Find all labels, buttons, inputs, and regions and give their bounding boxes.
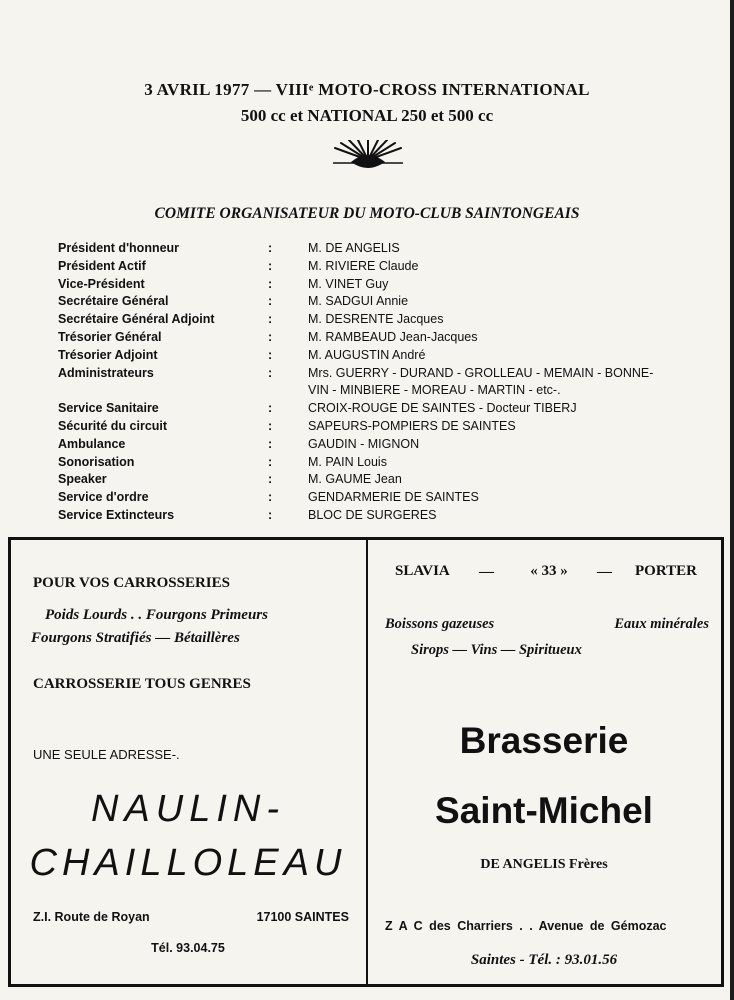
role-title: Secrétaire Général <box>58 294 169 309</box>
carrosserie-advertisement <box>8 537 368 987</box>
role-separator: : <box>268 436 273 451</box>
role-row <box>58 436 698 454</box>
role-row <box>58 329 698 347</box>
ad-subheading: CARROSSERIE TOUS GENRES <box>33 676 251 692</box>
role-separator: : <box>268 294 273 309</box>
role-name: M. AUGUSTIN André <box>308 347 426 362</box>
role-separator: : <box>268 454 273 469</box>
role-name: SAPEURS-POMPIERS DE SAINTES <box>308 418 516 433</box>
drinks-item: Eaux minérales <box>614 616 709 632</box>
company-city: 17100 SAINTES <box>256 910 349 924</box>
committee-list <box>58 240 698 525</box>
role-row <box>58 418 698 436</box>
role-name: VIN - MINBIERE - MOREAU - MARTIN - etc-. <box>308 383 561 398</box>
role-separator: : <box>268 312 273 327</box>
role-title: Secrétaire Général Adjoint <box>58 312 215 327</box>
drinks-line: Sirops — Vins — Spiritueux <box>411 642 582 658</box>
role-title: Speaker <box>58 472 107 487</box>
brand-separator: — <box>597 564 612 580</box>
company-phone: Tél. 93.04.75 <box>151 941 225 955</box>
role-name: BLOC DE SURGERES <box>308 507 437 522</box>
brasserie-address: Z A C des Charriers . . Avenue de Gémozac <box>385 919 667 933</box>
company-name-line2: CHAILLOLEAU <box>29 842 347 884</box>
company-address: Z.I. Route de Royan <box>33 910 150 924</box>
role-title: Trésorier Général <box>58 329 162 344</box>
brasserie-advertisement <box>366 537 724 987</box>
role-separator: : <box>268 472 273 487</box>
role-row <box>58 240 698 258</box>
brasserie-name-line2: Saint-Michel <box>435 790 653 831</box>
role-title: Sonorisation <box>58 454 135 469</box>
role-separator: : <box>268 329 273 344</box>
role-title: Vice-Président <box>58 276 145 291</box>
role-row <box>58 311 698 329</box>
role-title: Service Extincteurs <box>58 507 175 522</box>
role-name: M. RIVIERE Claude <box>308 258 419 273</box>
role-row <box>58 454 698 472</box>
role-title: Sécurité du circuit <box>58 418 168 433</box>
role-separator: : <box>268 347 273 362</box>
role-name: CROIX-ROUGE DE SAINTES - Docteur TIBERJ <box>308 401 577 416</box>
role-name: GENDARMERIE DE SAINTES <box>308 490 479 505</box>
role-title: Président d'honneur <box>58 241 180 255</box>
brand-separator: — <box>479 564 494 580</box>
role-name: M. PAIN Louis <box>308 454 387 469</box>
role-title: Service Sanitaire <box>58 401 159 416</box>
role-title: Administrateurs <box>58 365 154 380</box>
brand-slavia: SLAVIA <box>395 563 450 579</box>
role-separator: : <box>268 490 273 505</box>
role-title: Service d'ordre <box>58 490 149 505</box>
brasserie-owner: DE ANGELIS Frères <box>480 857 608 872</box>
brand-porter: PORTER <box>635 563 697 579</box>
role-separator: : <box>268 418 273 433</box>
role-separator: : <box>268 241 273 255</box>
role-name: M. GAUME Jean <box>308 472 402 487</box>
role-separator: : <box>268 401 273 416</box>
brasserie-phone: Saintes - Tél. : 93.01.56 <box>470 952 618 968</box>
role-name: GAUDIN - MIGNON <box>308 436 420 451</box>
role-title: Trésorier Adjoint <box>58 347 158 362</box>
role-name: Mrs. GUERRY - DURAND - GROLLEAU - MEMAIN - BONNE- <box>308 365 654 380</box>
role-separator-empty <box>268 382 308 400</box>
sun-emblem-icon <box>333 140 403 176</box>
role-separator: : <box>268 258 273 273</box>
brand-33: « 33 » <box>530 563 568 579</box>
role-row <box>58 276 698 294</box>
role-row <box>58 471 698 489</box>
committee-heading: COMITE ORGANISATEUR DU MOTO-CLUB SAINTONGEAIS <box>154 205 580 222</box>
drinks-item: Boissons gazeuses <box>385 616 495 632</box>
company-name-line1: NAULIN- <box>90 788 286 830</box>
role-row <box>58 293 698 311</box>
role-name: M. DE ANGELIS <box>308 241 400 255</box>
role-title: Président Actif <box>58 258 146 273</box>
ad-tagline: UNE SEULE ADRESSE-. <box>33 747 180 762</box>
ad-services-line: Fourgons Stratifiés — Bétaillères <box>31 630 240 646</box>
role-row <box>58 507 698 525</box>
ad-heading: POUR VOS CARROSSERIES <box>33 575 230 591</box>
role-row <box>58 347 698 365</box>
role-separator: : <box>268 365 273 380</box>
ad-services-line: Poids Lourds . . Fourgons Primeurs <box>45 607 268 623</box>
event-title: 3 AVRIL 1977 — VIIIᵉ MOTO-CROSS INTERNATIONAL <box>144 80 590 99</box>
role-row <box>58 365 698 383</box>
role-row <box>58 400 698 418</box>
brasserie-name-line1: Brasserie <box>459 720 629 761</box>
role-separator: : <box>268 276 273 291</box>
role-name: M. DESRENTE Jacques <box>308 312 444 327</box>
role-title: Ambulance <box>58 436 126 451</box>
role-row <box>58 489 698 507</box>
role-name: M. VINET Guy <box>308 276 389 291</box>
role-title-empty <box>58 382 268 400</box>
event-subtitle: 500 cc et NATIONAL 250 et 500 cc <box>240 106 494 125</box>
role-name: M. RAMBEAUD Jean-Jacques <box>308 329 478 344</box>
role-name: M. SADGUI Annie <box>308 294 409 309</box>
role-row-continued <box>58 382 698 400</box>
role-separator: : <box>268 507 273 522</box>
role-row <box>58 258 698 276</box>
